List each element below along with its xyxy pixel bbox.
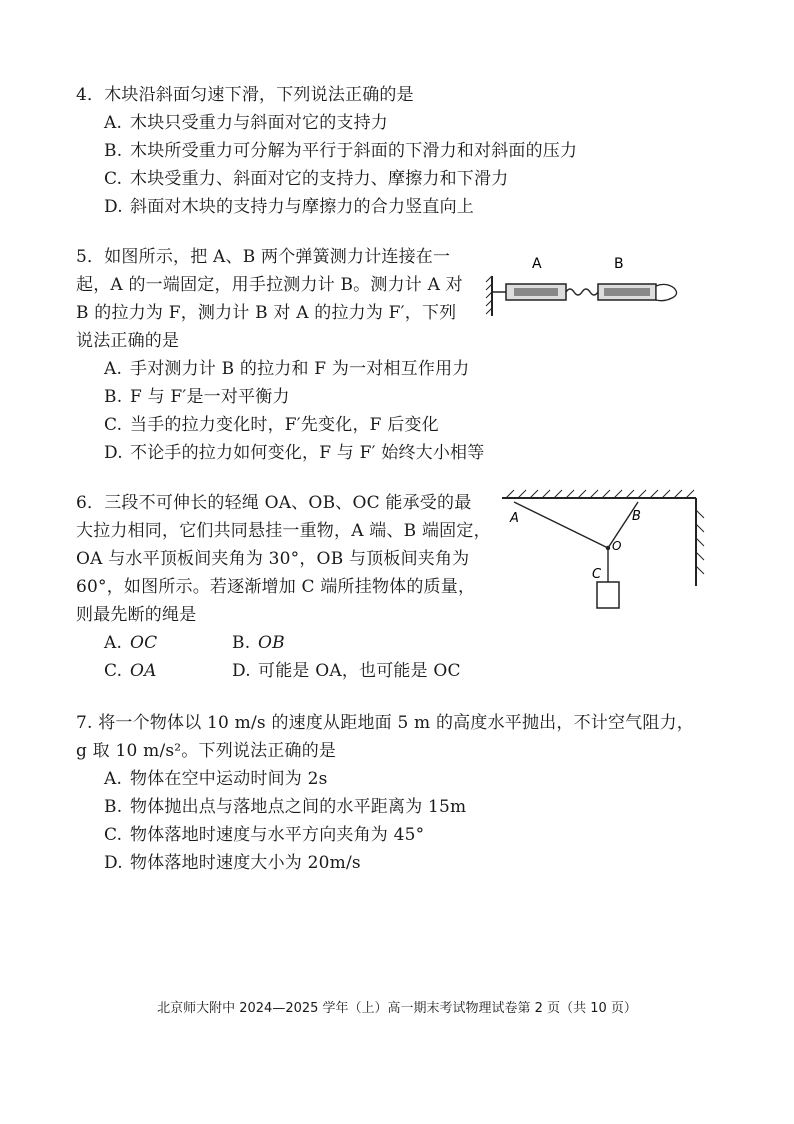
q4-option-d: D. 斜面对木块的支持力与摩擦力的合力竖直向上 — [104, 197, 474, 217]
scale-b-label: B — [614, 256, 624, 272]
q6-option-b: B. OB — [232, 633, 285, 653]
q7-option-d: D. 物体落地时速度大小为 20m/s — [104, 853, 361, 873]
q4-stem: 4．木块沿斜面匀速下滑，下列说法正确的是 — [76, 85, 414, 105]
scale-a-label: A — [532, 256, 542, 272]
rope-hanging-figure — [500, 488, 714, 614]
q4-option-a: A. 木块只受重力与斜面对它的支持力 — [104, 113, 388, 133]
q5-stem-line-4: 说法正确的是 — [76, 331, 180, 351]
q6-option-d: D. 可能是 OA，也可能是 OC — [232, 661, 461, 681]
q4-option-b: B. 木块所受重力可分解为平行于斜面的下滑力和对斜面的压力 — [104, 141, 578, 161]
q5-stem-line-2: 起，A 的一端固定，用手拉测力计 B。测力计 A 对 — [76, 275, 463, 295]
q6-stem-line-2: 大拉力相同，它们共同悬挂一重物，A 端、B 端固定， — [76, 521, 491, 541]
label-o: O — [612, 539, 622, 553]
q6-stem-line-1: 6．三段不可伸长的轻绳 OA、OB、OC 能承受的最 — [76, 493, 472, 513]
q6-stem-line-4: 60°，如图所示。若逐渐增加 C 端所挂物体的质量， — [76, 577, 476, 597]
connecting-hook — [566, 289, 598, 295]
q6-stem-line-3: OA 与水平顶板间夹角为 30°，OB 与顶板间夹角为 — [76, 549, 470, 569]
q7-stem-line-1: 7. 将一个物体以 10 m/s 的速度从距地面 5 m 的高度水平抛出，不计空气阻力， — [76, 713, 694, 733]
q5-stem-line-1: 5．如图所示，把 A、B 两个弹簧测力计连接在一 — [76, 247, 451, 267]
q5-stem-line-3: B 的拉力为 F，测力计 B 对 A 的拉力为 F′，下列 — [76, 303, 457, 323]
q7-option-a: A. 物体在空中运动时间为 2s — [104, 769, 328, 789]
knot-o — [606, 546, 610, 550]
q5-option-d: D. 不论手的拉力如何变化，F 与 F′ 始终大小相等 — [104, 443, 485, 463]
label-c: C — [592, 567, 602, 582]
q7-option-c: C. 物体落地时速度与水平方向夹角为 45° — [104, 825, 425, 845]
q5-option-b: B. F 与 F′是一对平衡力 — [104, 387, 290, 407]
q6-stem-line-5: 则最先断的绳是 — [76, 605, 197, 625]
q6-option-c: C. OA — [104, 661, 157, 681]
spring-scale-figure — [484, 248, 684, 328]
rope-oa — [514, 502, 608, 548]
q5-option-a: A. 手对测力计 B 的拉力和 F 为一对相互作用力 — [104, 359, 470, 379]
q7-option-b: B. 物体抛出点与落地点之间的水平距离为 15m — [104, 797, 467, 817]
hanging-weight — [597, 582, 619, 608]
q6-option-a: A. OC — [104, 633, 158, 653]
q4-option-c: C. 木块受重力、斜面对它的支持力、摩擦力和下滑力 — [104, 169, 509, 189]
label-b: B — [632, 509, 641, 524]
hand-icon — [656, 284, 677, 300]
label-a: A — [510, 511, 519, 526]
q5-option-c: C. 当手的拉力变化时，F′先变化，F 后变化 — [104, 415, 439, 435]
q7-stem-line-2: g 取 10 m/s²。下列说法正确的是 — [76, 741, 337, 761]
page-footer: 北京师大附中 2024—2025 学年（上）高一期末考试物理试卷第 2 页（共 10 页） — [157, 1001, 637, 1016]
